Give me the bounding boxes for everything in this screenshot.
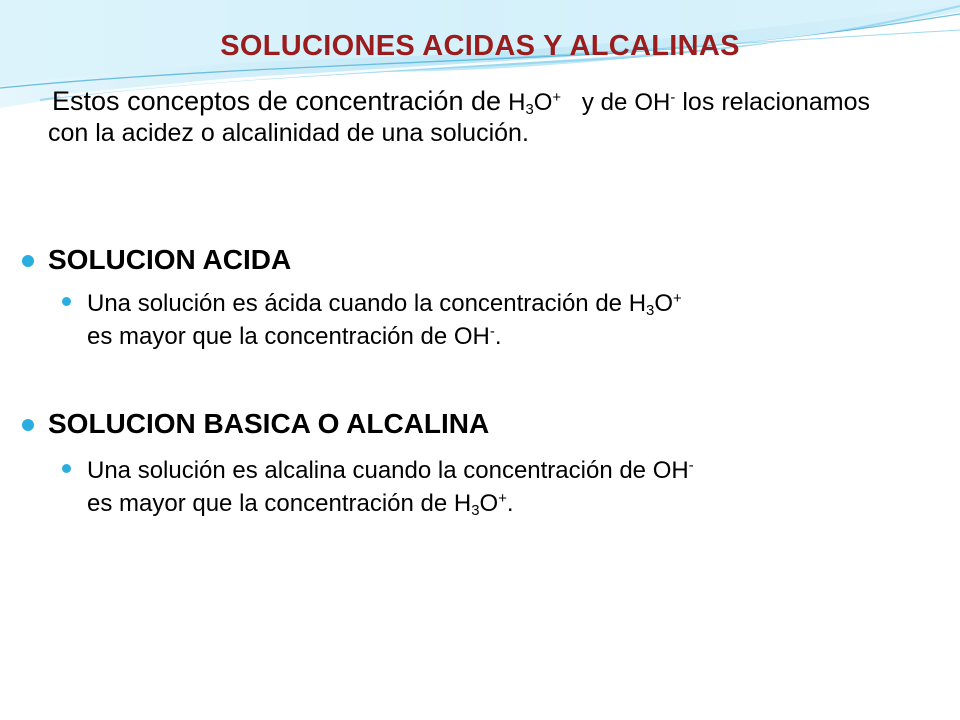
section-acid-text: Una solución es ácida cuando la concentración de $H_3O^+$ es mayor que la concentración de OH-. [87,290,682,350]
formula-h3o: $H_3O^+$ [628,290,682,320]
intro-text-y-de: y de [581,89,628,116]
section-heading: SOLUCION BASICA O ALCALINA [48,408,490,439]
sub-bullet-dot-icon [62,297,71,306]
formula-oh: OH- [453,323,495,350]
bullet-dot-icon [22,419,34,431]
intro-formula-h3o: $H_3O^+$ [508,89,562,119]
sub-bullet-dot-icon [62,464,71,473]
intro-formula-oh: OH- [634,89,676,116]
section-heading: SOLUCION ACIDA [48,244,292,275]
intro-text-start: Estos conceptos de concentración de [52,86,502,116]
slide-title: SOLUCIONES ACIDAS Y ALCALINAS [220,30,740,62]
section-base-text: Una solución es alcalina cuando la concentración de OH- es mayor que la concentración de $H_3O^+$. [87,457,694,520]
intro-text-end: los relacionamos con la acidez o alcalinidad de una solución. [48,88,871,147]
bullet-dot-icon [22,255,34,267]
formula-oh: OH- [652,457,694,484]
intro-paragraph [48,86,870,148]
formula-h3o: $H_3O^+$ [453,490,507,520]
